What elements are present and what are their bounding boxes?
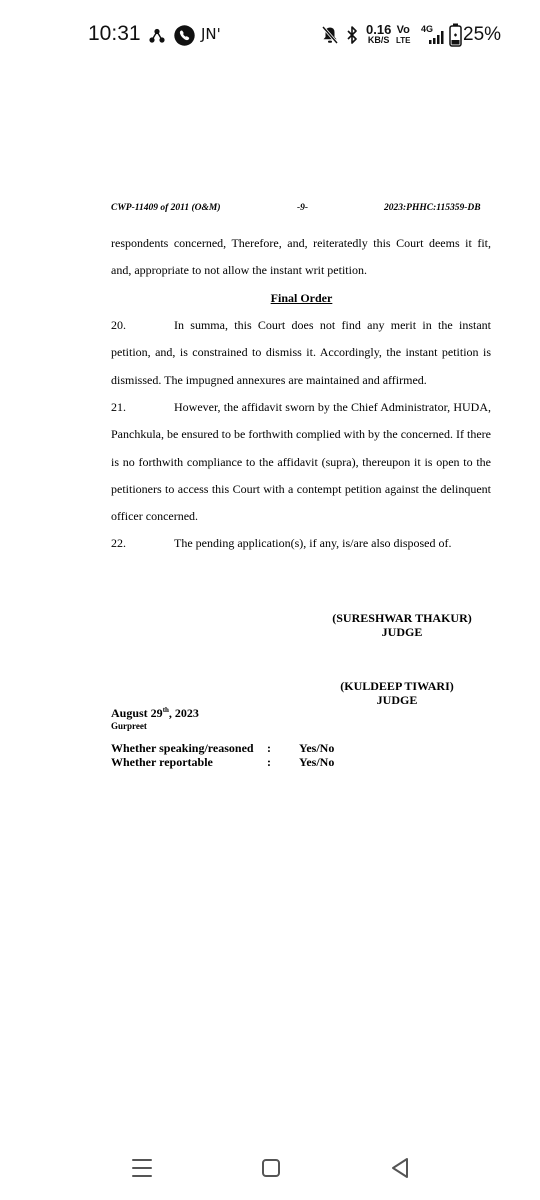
network-type: 4G [421,24,434,34]
navigation-bar [0,1135,540,1200]
intro-paragraph: respondents concerned, Therefore, and, reiteratedly this Court deems it fit, and, appropriate to not allow the instant writ petition. [111,236,491,278]
app-glyph-icon [201,25,221,43]
share-icon [149,28,165,44]
paragraph-22 [111,530,491,557]
paragraph-text: However, the affidavit sworn by the Chief Administrator, HUDA, Panchkula, be ensured to be forthwith complied with by the concerned. If there is no forthwith compliance to the affidavit (supra), thereupon it is open to the petitioners to access this Court with a contempt petition against the delinquent officer concerned. [111,400,491,524]
paragraph-number: 22. [111,536,126,550]
judge-name: (KULDEEP TIWARI) [340,679,454,693]
date-year: , 2023 [168,706,199,720]
speaking-value: Yes/No [299,741,335,755]
status-bar [0,0,540,70]
paragraph-text: The pending application(s), if any, is/are also disposed of. [174,536,452,550]
volte-bottom: LTE [396,36,411,45]
date-prefix: August 29 [111,706,163,720]
volte-top: Vo [396,24,410,36]
case-number: CWP-11409 of 2011 (O&M) [111,203,221,213]
reportable-colon: : [267,755,271,769]
citation: 2023:PHHC:115359-DB [384,203,481,213]
reader-name: Gurpreet [111,721,147,731]
paragraph-number: 21. [111,400,126,414]
paragraph-text: In summa, this Court does not find any merit in the instant petition, and, is constrained to dismiss it. Accordingly, the instant petition is dismissed. The impugned annexures are maintained and affirmed. [111,318,491,387]
speaking-colon: : [267,741,271,755]
app-glyph-text: JNꞌ [201,25,221,43]
reportable-value: Yes/No [299,755,335,769]
final-order-heading: Final Order [270,291,333,305]
phone-call-icon [174,25,195,46]
recent-apps-icon[interactable] [131,1157,153,1179]
home-icon[interactable] [260,1157,282,1179]
order-date [111,706,199,721]
battery-icon [449,23,462,47]
date-suffix: th [162,706,169,714]
judge-signature-2 [296,679,498,707]
judge-name: (SURESHWAR THAKUR) [332,611,472,625]
mute-bell-icon [322,26,338,44]
judge-signature-1 [300,611,504,639]
page-number: -9- [297,203,309,213]
signal-icon [420,25,446,45]
judge-title: JUDGE [376,693,418,707]
volte-indicator [396,25,411,45]
speaking-label: Whether speaking/reasoned [111,741,254,755]
network-speed [366,23,391,45]
battery-percent: 25% [463,24,502,45]
paragraph-20 [111,312,491,394]
clock: 10:31 [88,22,141,45]
speed-unit: KB/S [367,35,390,45]
reportable-label: Whether reportable [111,755,213,769]
paragraph-21 [111,394,491,530]
bluetooth-icon [346,26,358,44]
back-icon[interactable] [389,1156,411,1180]
judge-title: JUDGE [381,625,423,639]
paragraph-number: 20. [111,318,126,332]
speed-value: 0.16 [366,22,392,37]
